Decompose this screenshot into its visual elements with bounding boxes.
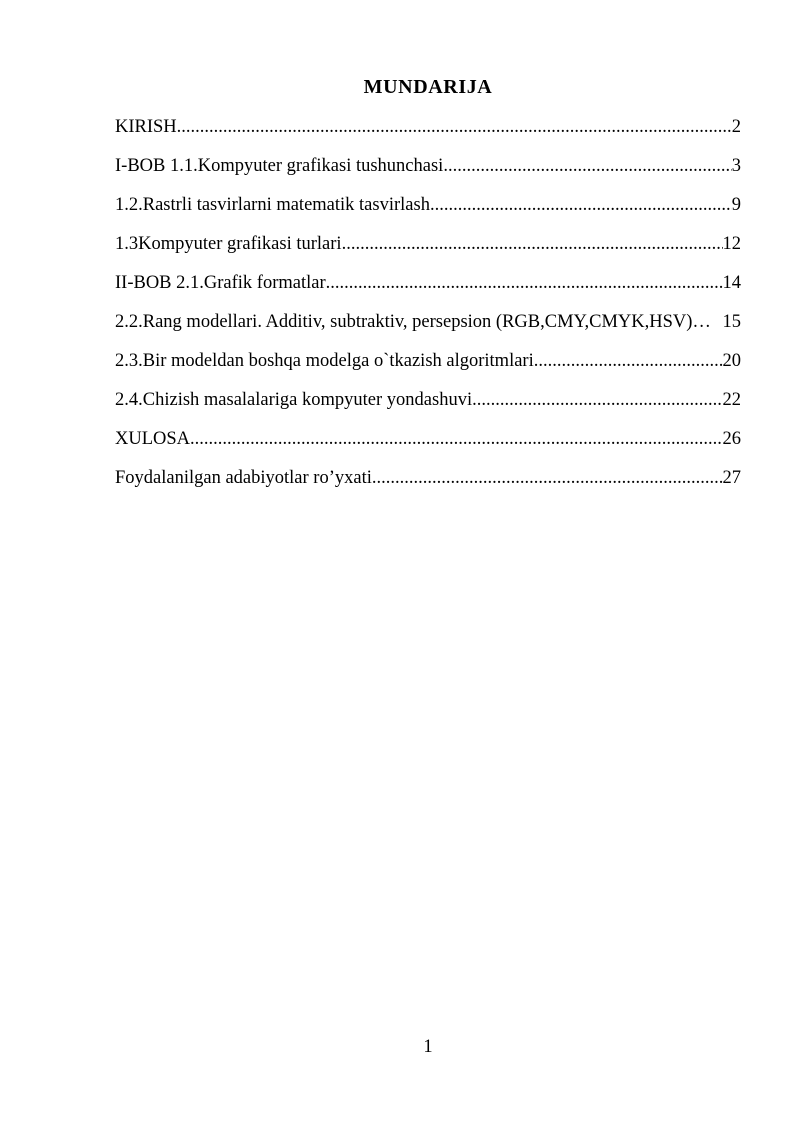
toc-entry-page: 2 bbox=[731, 117, 741, 137]
toc-entry-page: 9 bbox=[731, 195, 741, 215]
toc-entry-page: 14 bbox=[722, 273, 741, 293]
toc-entry-label: 2.4.Chizish masalalariga kompyuter yondashuvi bbox=[115, 390, 473, 410]
dot-leader bbox=[342, 225, 723, 264]
toc-entry[interactable] bbox=[115, 420, 741, 459]
toc-entry-page: 15 bbox=[722, 312, 741, 332]
toc-entry-page: 26 bbox=[722, 429, 741, 449]
dot-leader bbox=[443, 147, 731, 186]
toc-list bbox=[115, 108, 741, 498]
toc-entry-page: 27 bbox=[722, 468, 741, 488]
toc-entry-label: 2.2.Rang modellari. Additiv, subtraktiv, persepsion (RGB,CMY,CMYK,HSV)… bbox=[115, 312, 711, 332]
dot-leader bbox=[534, 342, 723, 381]
toc-entry-page: 22 bbox=[722, 390, 741, 410]
page-number: 1 bbox=[423, 1037, 433, 1057]
toc-entry-label: 1.2.Rastrli tasvirlarni matematik tasvirlash bbox=[115, 195, 430, 215]
toc-entry-label: Foydalanilgan adabiyotlar ro’yxati bbox=[115, 468, 372, 488]
dot-leader bbox=[430, 186, 732, 225]
toc-entry-page: 3 bbox=[731, 156, 741, 176]
toc-entry[interactable] bbox=[115, 264, 741, 303]
toc-entry[interactable] bbox=[115, 147, 741, 186]
toc-entry[interactable] bbox=[115, 108, 741, 147]
toc-section bbox=[115, 74, 741, 498]
toc-entry-label: KIRISH bbox=[115, 117, 177, 137]
toc-entry[interactable] bbox=[115, 342, 741, 381]
toc-entry[interactable] bbox=[115, 303, 741, 342]
toc-entry-label: I-BOB 1.1.Kompyuter grafikasi tushunchasi bbox=[115, 156, 444, 176]
dot-leader bbox=[472, 381, 722, 420]
dot-leader bbox=[326, 264, 723, 303]
dot-leader bbox=[190, 420, 722, 459]
dot-leader bbox=[372, 459, 723, 498]
toc-entry[interactable] bbox=[115, 225, 741, 264]
toc-entry-label: 2.3.Bir modeldan boshqa modelga o`tkazish algoritmlari bbox=[115, 351, 534, 371]
toc-entry-label: 1.3Kompyuter grafikasi turlari bbox=[115, 234, 342, 254]
dot-leader bbox=[177, 108, 732, 147]
toc-entry-label: II-BOB 2.1.Grafik formatlar bbox=[115, 273, 326, 293]
toc-entry-page: 20 bbox=[722, 351, 741, 371]
toc-entry[interactable] bbox=[115, 459, 741, 498]
toc-entry[interactable] bbox=[115, 186, 741, 225]
toc-entry-page: 12 bbox=[722, 234, 741, 254]
toc-entry[interactable] bbox=[115, 381, 741, 420]
toc-title: MUNDARIJA bbox=[363, 76, 493, 98]
toc-entry-label: XULOSA bbox=[115, 429, 191, 449]
